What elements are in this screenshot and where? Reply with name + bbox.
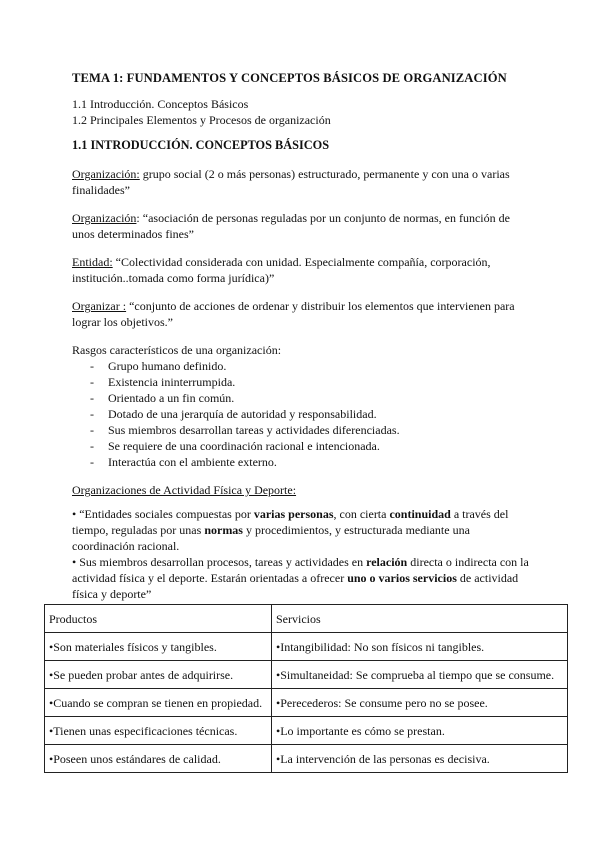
table-cell: •Simultaneidad: Se comprueba al tiempo que se consume. xyxy=(272,661,568,689)
table-header-row xyxy=(45,605,568,633)
org-af-title: Organizaciones de Actividad Física y Deporte: xyxy=(72,483,297,497)
bold-text: uno o varios servicios xyxy=(347,571,457,585)
definition-text: “conjunto de acciones de ordenar y distribuir los elementos que intervienen para lograr los objetivos.” xyxy=(72,299,515,329)
table-cell: •Poseen unos estándares de calidad. xyxy=(45,745,272,773)
document-page xyxy=(72,70,532,612)
table-row xyxy=(45,745,568,773)
table-cell: •Lo importante es cómo se prestan. xyxy=(272,717,568,745)
table-cell: •Cuando se compran se tienen en propiedad. xyxy=(45,689,272,717)
text-run: de actividad física y deporte” xyxy=(72,571,519,601)
list-item: - Grupo humano definido. xyxy=(72,358,532,374)
table-row xyxy=(45,661,568,689)
list-item: - Interactúa con el ambiente externo. xyxy=(72,454,532,470)
list-item: - Sus miembros desarrollan tareas y actividades diferenciadas. xyxy=(72,422,532,438)
text-run: y procedimientos, y estructurada mediante una coordinación racional. xyxy=(72,523,470,553)
table-row xyxy=(45,633,568,661)
text-run: , con cierta xyxy=(333,507,390,521)
bold-text: varias personas xyxy=(253,507,334,521)
table-cell: •Tienen unas especificaciones técnicas. xyxy=(45,717,272,745)
table-cell: •Intangibilidad: No son físicos ni tangibles. xyxy=(272,633,568,661)
definition-term: Organización xyxy=(72,211,137,225)
org-af-paragraph-1 xyxy=(72,506,532,554)
table-row xyxy=(45,689,568,717)
rasgos-intro: Rasgos característicos de una organización: xyxy=(72,343,282,357)
definition-organizacion-2 xyxy=(72,210,532,242)
toc-item: 1.2 Principales Elementos y Procesos de organización xyxy=(72,113,331,127)
bold-text: normas xyxy=(204,523,243,537)
table-row xyxy=(45,717,568,745)
definition-organizar xyxy=(72,298,532,330)
bold-text: continuidad xyxy=(389,507,451,521)
rasgos-list xyxy=(72,358,532,470)
list-item: - Dotado de una jerarquía de autoridad y responsabilidad. xyxy=(72,406,532,422)
definition-entidad xyxy=(72,254,532,286)
section-title: 1.1 INTRODUCCIÓN. CONCEPTOS BÁSICOS xyxy=(72,138,330,152)
table-cell: •Son materiales físicos y tangibles. xyxy=(45,633,272,661)
list-item: - Se requiere de una coordinación racional e intencionada. xyxy=(72,438,532,454)
definition-organizacion-1 xyxy=(72,166,532,198)
table-header-cell: Productos xyxy=(45,605,272,633)
toc-item: 1.1 Introducción. Conceptos Básicos xyxy=(72,97,249,111)
definition-text: grupo social (2 o más personas) estructurado, permanente y con una o varias finalidades” xyxy=(72,167,510,197)
table-header-cell: Servicios xyxy=(272,605,568,633)
text-run: • “Entidades sociales compuestas por xyxy=(72,507,254,521)
org-af-paragraph-2 xyxy=(72,554,532,602)
definition-term: Organización: xyxy=(72,167,140,181)
text-run: directa o indirecta con la actividad física y el deporte. Estarán orientadas a ofrecer xyxy=(72,555,529,585)
definition-text: “Colectividad considerada con unidad. Especialmente compañía, corporación, institución..tomada como forma jurídica)” xyxy=(72,255,491,285)
definition-term: Entidad: xyxy=(72,255,113,269)
definition-text: : “asociación de personas reguladas por un conjunto de normas, en función de unos determinados fines” xyxy=(72,211,510,241)
list-item: - Orientado a un fin común. xyxy=(72,390,532,406)
table-cell: •Se pueden probar antes de adquirirse. xyxy=(45,661,272,689)
table-cell: •Perecederos: Se consume pero no se posee. xyxy=(272,689,568,717)
text-run: • Sus miembros desarrollan procesos, tareas y actividades en xyxy=(72,555,367,569)
productos-servicios-table xyxy=(44,604,568,773)
list-item: - Existencia ininterrumpida. xyxy=(72,374,532,390)
table-of-contents xyxy=(72,96,532,128)
org-af-description xyxy=(72,506,532,602)
table-cell: •La intervención de las personas es decisiva. xyxy=(272,745,568,773)
bold-text: relación xyxy=(366,555,408,569)
text-run: a través del tiempo, reguladas por unas xyxy=(72,507,509,537)
definition-term: Organizar : xyxy=(72,299,127,313)
page-title: TEMA 1: FUNDAMENTOS Y CONCEPTOS BÁSICOS DE ORGANIZACIÓN xyxy=(72,71,507,85)
